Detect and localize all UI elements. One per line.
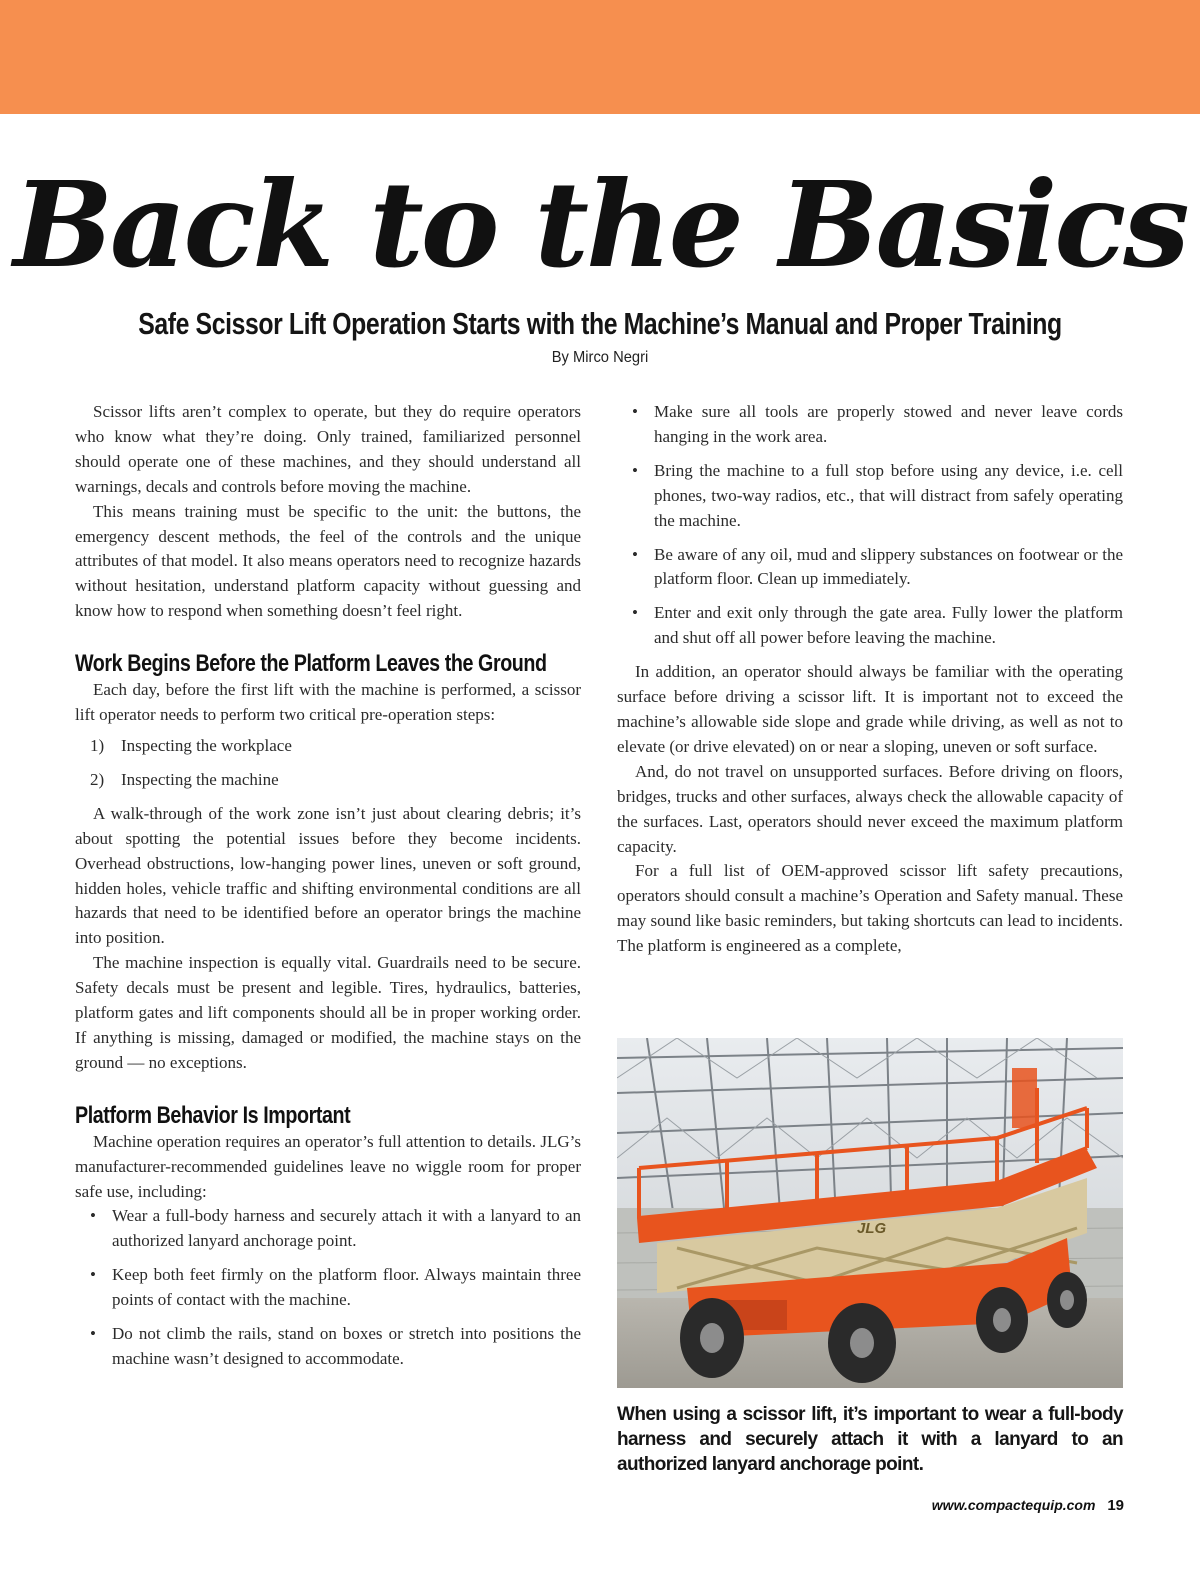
bullet-icon: • — [632, 402, 638, 421]
bullet-list — [75, 1204, 581, 1371]
bullet-list — [617, 400, 1123, 651]
step-number: 2) — [90, 769, 105, 789]
paragraph: The machine inspection is equally vital. Guardrails need to be secure. Safety decals must be present and legible. Tires, hydraulics, batteries, platform gates and lift components should all be in proper working order. If anything is missing, damaged or modified, the machine stays on the ground — no exceptions. — [75, 953, 581, 1072]
bullet-icon: • — [632, 603, 638, 623]
list-item: • Be aware of any oil, mud and slippery substances on footwear or the platform floor. Clean up immediately. — [632, 544, 1123, 589]
list-item: • Bring the machine to a full stop before using any device, i.e. cell phones, two-way radios, etc., that will distract from safely operating the machine. — [632, 460, 1123, 530]
scissor-lift-illustration — [617, 1038, 1123, 1388]
bullet-icon: • — [90, 1265, 96, 1285]
step-number: 1) — [90, 735, 105, 755]
left-column — [75, 400, 581, 1381]
scissor-lift-photo — [617, 1038, 1123, 1388]
paragraph: Each day, before the first lift with the machine is performed, a scissor lift operator needs to perform two critical pre-operation steps: — [75, 680, 581, 725]
list-item — [90, 734, 581, 759]
paragraph: Scissor lifts aren’t complex to operate, but they do require operators who know what they’re doing. Only trained, familiarized personnel should operate one of these machines, and they should understand all warnings, decals and controls before moving the machine. — [75, 402, 581, 496]
step-text: Inspecting the workplace — [121, 735, 292, 755]
steps-list — [75, 734, 581, 793]
top-accent-bar — [0, 0, 1200, 114]
section-heading: Platform Behavior Is Important — [75, 1101, 351, 1129]
platform-gate — [1012, 1068, 1037, 1128]
page-footer — [932, 1494, 1124, 1517]
paragraph: Machine operation requires an operator’s full attention to details. JLG’s manufacturer-recommended guidelines leave no wiggle room for proper safe use, including: — [75, 1131, 581, 1201]
list-item: • Wear a full-body harness and securely attach it with a lanyard to an authorized lanyard anchorage point. — [90, 1206, 581, 1251]
paragraph: This means training must be specific to the unit: the buttons, the emergency descent methods, the feel of the controls and the unique attributes of that model. It also means operators need to recognize hazards without hesitation, understand platform capacity without guessing and know how to respond when something doesn’t feel right. — [75, 501, 581, 621]
article-title: Back to the Basics — [13, 155, 1187, 294]
section-heading: Work Begins Before the Platform Leaves the Ground — [75, 650, 547, 678]
footer-url[interactable]: www.compactequip.com — [931, 1497, 1096, 1513]
paragraph: A walk-through of the work zone isn’t just about clearing debris; it’s about spotting the potential issues before they become incidents. Overhead obstructions, low-hanging power lines, uneven or soft ground, hidden holes, vehicle traffic and shifting environmental conditions are all hazards that need to be identified before an operator brings the machine into position. — [75, 803, 581, 948]
list-item: • Enter and exit only through the gate area. Fully lower the platform and shut off all power before leaving the machine. — [632, 603, 1123, 648]
bullet-icon: • — [90, 1324, 96, 1344]
list-item — [90, 768, 581, 793]
photo-caption: When using a scissor lift, it’s important to wear a full-body harness and securely attach it with a lanyard to an authorized lanyard anchorage point. — [617, 1404, 1123, 1475]
jlg-logo: JLG — [857, 1220, 887, 1237]
bullet-icon: • — [90, 1206, 96, 1226]
paragraph: In addition, an operator should always be familiar with the operating surface before driving a scissor lift. It is important not to exceed the machine’s allowable side slope and grade while driving, as well as not to elevate (or drive elevated) on or near a sloping, uneven or soft surface. — [617, 662, 1123, 756]
article-byline: By Mirco Negri — [551, 349, 649, 366]
article-subtitle: Safe Scissor Lift Operation Starts with the Machine’s Manual and Proper Training — [138, 306, 1062, 341]
bullet-icon: • — [632, 544, 638, 564]
list-item: • Make sure all tools are properly stowed and never leave cords hanging in the work area. — [632, 402, 1123, 446]
page-number: 19 — [1107, 1497, 1124, 1514]
paragraph: For a full list of OEM-approved scissor lift safety precautions, operators should consult a machine’s Operation and Safety manual. These may sound like basic reminders, but taking shortcuts can lead to incidents. The platform is engineered as a complete, — [617, 861, 1123, 956]
list-item: • Do not climb the rails, stand on boxes or stretch into positions the machine wasn’t designed to accommodate. — [90, 1324, 581, 1368]
paragraph: And, do not travel on unsupported surfaces. Before driving on floors, bridges, trucks and other surfaces, always check the allowable capacity of the surfaces. Last, operators should never exceed the maximum platform capacity. — [617, 761, 1123, 856]
step-text: Inspecting the machine — [121, 769, 279, 789]
right-column — [617, 400, 1123, 959]
list-item: • Keep both feet firmly on the platform floor. Always maintain three points of contact with the machine. — [90, 1265, 581, 1310]
bullet-icon: • — [632, 460, 638, 480]
